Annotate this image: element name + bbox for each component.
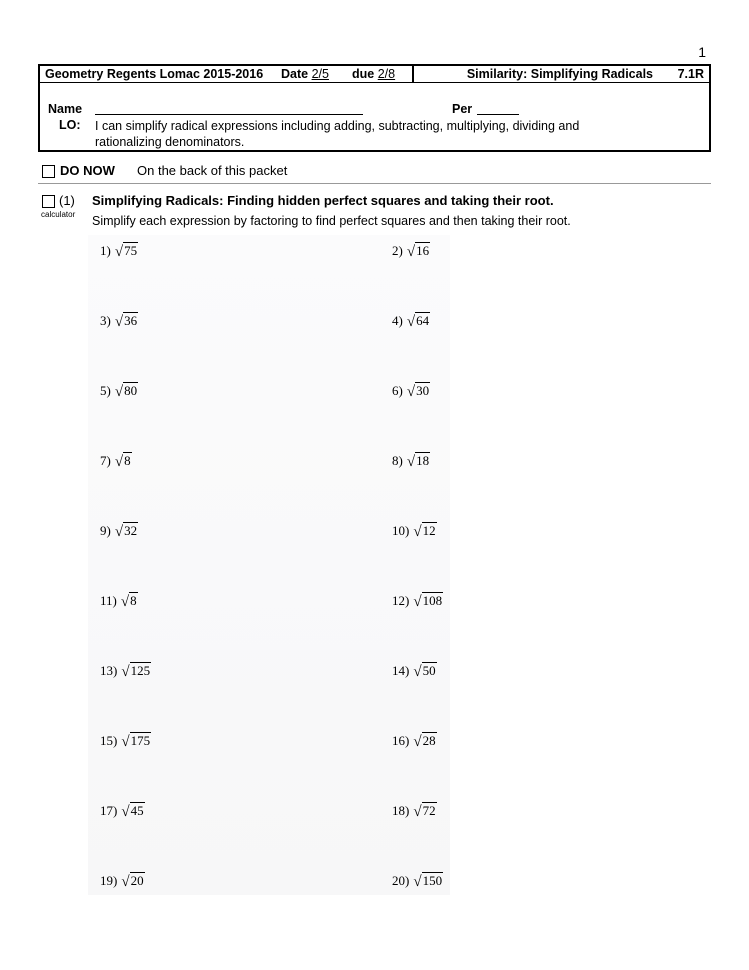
problem-item	[100, 383, 138, 401]
problem-number: 14)	[392, 663, 410, 678]
problem-item	[100, 523, 138, 541]
problems-area	[88, 235, 450, 895]
task-title: Simplifying Radicals: Finding hidden perfect squares and taking their root.	[92, 193, 554, 208]
radicand: 150	[422, 873, 443, 888]
problem-number: 15)	[100, 733, 118, 748]
square-root-icon: √	[114, 244, 124, 260]
radical-expression	[407, 313, 430, 331]
due-field	[352, 67, 395, 81]
problem-number: 18)	[392, 803, 410, 818]
problem-item	[392, 593, 443, 611]
problem-item	[100, 243, 138, 261]
task-number: (1)	[59, 193, 75, 208]
square-root-icon: √	[121, 664, 130, 680]
problem-number: 8)	[392, 453, 403, 468]
square-root-icon: √	[121, 874, 130, 890]
radical-expression	[121, 593, 138, 611]
square-root-icon: √	[406, 384, 416, 400]
problem-item	[392, 873, 443, 891]
problem-item	[100, 663, 151, 681]
square-root-icon: √	[413, 524, 422, 540]
radicand: 64	[416, 313, 430, 328]
problem-number: 2)	[392, 243, 403, 258]
radicand: 32	[124, 523, 138, 538]
radicand: 28	[422, 733, 436, 748]
unit-title: Similarity: Simplifying Radicals	[466, 67, 653, 81]
problem-number: 11)	[100, 593, 117, 608]
period-blank[interactable]	[477, 114, 519, 115]
problem-item	[100, 803, 145, 821]
radical-expression	[115, 523, 138, 541]
square-root-icon: √	[121, 734, 130, 750]
square-root-icon: √	[406, 314, 416, 330]
radical-expression	[121, 873, 144, 891]
problem-item	[100, 313, 138, 331]
problem-number: 12)	[392, 593, 410, 608]
problem-item	[392, 313, 430, 331]
radicand: 36	[124, 313, 138, 328]
radicand: 72	[422, 803, 436, 818]
date-field	[281, 67, 329, 81]
task-checkbox[interactable]	[42, 195, 55, 208]
problem-number: 5)	[100, 383, 111, 398]
lo-label: LO:	[59, 118, 81, 132]
square-root-icon: √	[413, 594, 422, 610]
problem-number: 16)	[392, 733, 410, 748]
radicand: 20	[130, 873, 144, 888]
square-root-icon: √	[114, 384, 124, 400]
radicand: 125	[130, 663, 151, 678]
square-root-icon: √	[413, 734, 422, 750]
do-now-label: DO NOW	[60, 163, 115, 178]
do-now-checkbox[interactable]	[42, 165, 55, 178]
date-value: 2/5	[311, 67, 329, 81]
problem-item	[100, 453, 132, 471]
radicand: 80	[124, 383, 138, 398]
radicand: 8	[124, 453, 131, 468]
problem-number: 3)	[100, 313, 111, 328]
due-value: 2/8	[377, 67, 396, 81]
problem-number: 6)	[392, 383, 403, 398]
section-divider	[38, 183, 711, 184]
square-root-icon: √	[413, 664, 422, 680]
square-root-icon: √	[121, 804, 130, 820]
radicand: 16	[416, 243, 430, 258]
square-root-icon: √	[114, 524, 124, 540]
header-title-row	[40, 66, 709, 83]
square-root-icon: √	[413, 804, 422, 820]
square-root-icon: √	[114, 454, 124, 470]
task-calculator-note: calculator	[41, 210, 76, 219]
problem-item	[392, 663, 437, 681]
radical-expression	[413, 663, 436, 681]
problem-item	[100, 593, 138, 611]
header-box	[38, 64, 711, 152]
page-number: 1	[698, 44, 706, 60]
square-root-icon: √	[413, 874, 422, 890]
problem-number: 9)	[100, 523, 111, 538]
problem-item	[392, 383, 430, 401]
radicand: 50	[422, 663, 436, 678]
radicand: 75	[124, 243, 138, 258]
square-root-icon: √	[114, 314, 124, 330]
radicand: 8	[130, 593, 137, 608]
radical-expression	[413, 873, 443, 891]
problem-number: 13)	[100, 663, 118, 678]
radical-expression	[407, 243, 430, 261]
radical-expression	[115, 313, 138, 331]
problem-item	[100, 873, 145, 891]
radical-expression	[407, 383, 430, 401]
radical-expression	[121, 663, 151, 681]
problem-number: 19)	[100, 873, 118, 888]
lo-text: I can simplify radical expressions including adding, subtracting, multiplying, dividing and rationalizing denominators.	[95, 119, 580, 149]
per-label: Per	[452, 102, 473, 116]
problem-number: 1)	[100, 243, 111, 258]
radical-expression	[413, 733, 436, 751]
radicand: 18	[416, 453, 430, 468]
course-title: Geometry Regents Lomac 2015-2016	[45, 67, 264, 81]
radical-expression	[413, 803, 436, 821]
radical-expression	[115, 383, 138, 401]
radicand: 12	[422, 523, 436, 538]
square-root-icon: √	[120, 594, 130, 610]
radical-expression	[407, 453, 430, 471]
problem-item	[392, 243, 430, 261]
task-instruction: Simplify each expression by factoring to find perfect squares and then taking their root.	[92, 214, 571, 228]
radicand: 108	[422, 593, 443, 608]
problem-number: 10)	[392, 523, 410, 538]
due-label: due	[352, 67, 375, 81]
problem-item	[392, 803, 437, 821]
radical-expression	[413, 593, 443, 611]
radical-expression	[413, 523, 436, 541]
problem-number: 17)	[100, 803, 118, 818]
radical-expression	[115, 453, 132, 471]
problem-item	[392, 523, 437, 541]
do-now-text: On the back of this packet	[137, 163, 288, 178]
radical-expression	[121, 733, 151, 751]
problem-item	[392, 733, 437, 751]
problem-number: 20)	[392, 873, 410, 888]
name-blank[interactable]	[95, 114, 363, 115]
date-label: Date	[281, 67, 309, 81]
square-root-icon: √	[406, 454, 416, 470]
unit-code: 7.1R	[677, 67, 704, 81]
square-root-icon: √	[406, 244, 416, 260]
radicand: 45	[130, 803, 144, 818]
problem-item	[100, 733, 151, 751]
problem-number: 7)	[100, 453, 111, 468]
radicand: 30	[416, 383, 430, 398]
radicand: 175	[130, 733, 151, 748]
radical-expression	[121, 803, 144, 821]
header-divider	[412, 66, 414, 83]
problem-item	[392, 453, 430, 471]
problem-number: 4)	[392, 313, 403, 328]
name-label: Name	[48, 102, 83, 116]
radical-expression	[115, 243, 138, 261]
